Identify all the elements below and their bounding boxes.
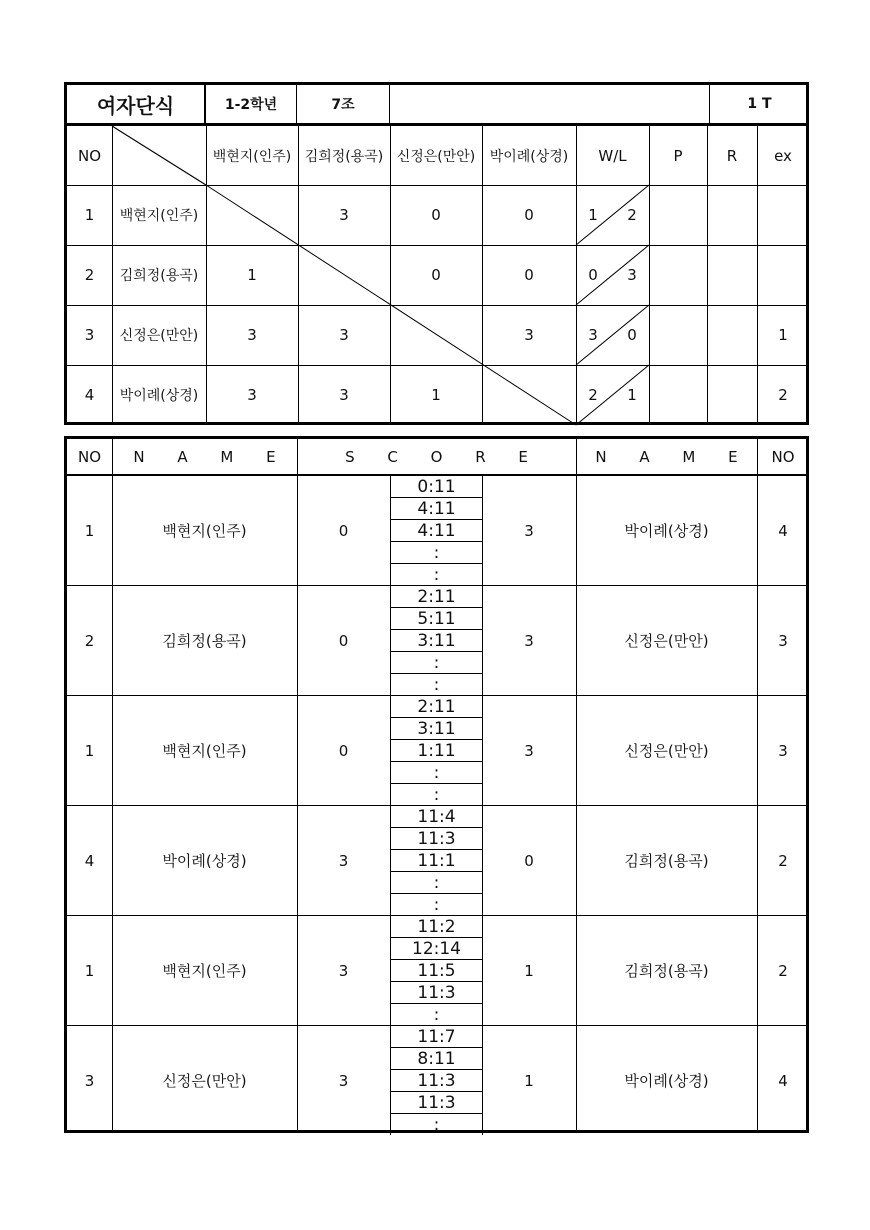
match-sets-right: 3: [524, 631, 534, 650]
game-score: 11:4: [391, 806, 482, 828]
league-rank: [707, 245, 757, 305]
match-name-right: 신정은(만안): [624, 632, 709, 650]
league-score: 0: [524, 266, 534, 284]
match-table: [64, 436, 809, 1133]
league-score: 3: [339, 386, 349, 404]
col-player-4: 박이례(상경): [489, 148, 569, 165]
league-rank: [707, 365, 757, 425]
league-row-no: 4: [84, 386, 95, 404]
match-no-right: 3: [778, 741, 788, 760]
game-score: 3:11: [391, 718, 482, 740]
league-row-no: 1: [84, 206, 95, 224]
match-sets-right: 3: [524, 741, 534, 760]
match-no-left: 2: [84, 631, 95, 650]
league-score: 1: [431, 386, 441, 404]
league-score: 3: [247, 386, 257, 404]
match-name-left: 신정은(만안): [162, 1072, 247, 1090]
game-scores-box: [390, 806, 483, 915]
league-score: 0: [431, 266, 441, 284]
game-score: :: [391, 542, 482, 564]
league-score: [298, 245, 390, 305]
match-name-right: 박이례(상경): [624, 1072, 709, 1090]
game-score: 11:1: [391, 850, 482, 872]
league-ex: [757, 245, 809, 305]
league-rank: [707, 185, 757, 245]
league-losses: 0: [627, 326, 637, 344]
match-name-right: 신정은(만안): [624, 742, 709, 760]
match-sets-right: 1: [524, 961, 534, 980]
match-no-left: 4: [84, 851, 95, 870]
game-scores-box: [390, 586, 483, 695]
match-sets-left: 3: [338, 961, 349, 980]
league-ex: 1: [778, 326, 788, 344]
game-score: 0:11: [391, 476, 482, 498]
game-score: 4:11: [391, 498, 482, 520]
league-row-no: 2: [84, 266, 95, 284]
match-no-left: 1: [84, 741, 95, 760]
game-scores-box: [390, 696, 483, 805]
game-score: :: [433, 1005, 440, 1025]
game-score: 12:14: [391, 938, 482, 960]
match-sets-left: 3: [338, 1071, 349, 1090]
match-name-left: 박이례(상경): [162, 852, 247, 870]
col-no: NO: [77, 447, 102, 466]
game-score: 5:11: [391, 608, 482, 630]
match-sets-left: 0: [338, 741, 349, 760]
event-title: 여자단식: [96, 93, 175, 118]
match-sets-left: 0: [338, 521, 349, 540]
league-points: [649, 365, 707, 425]
game-score: 11:7: [391, 1026, 482, 1048]
game-score: :: [433, 895, 440, 915]
league-ex: 2: [778, 386, 788, 404]
match-no-left: 1: [84, 521, 95, 540]
match-no-right: 4: [778, 521, 788, 540]
league-score: 3: [247, 326, 257, 344]
league-wins: 0: [588, 266, 598, 284]
game-score: 11:3: [391, 1092, 482, 1114]
table-number: 1 T: [747, 96, 772, 112]
col-score: S C O R E: [345, 447, 542, 466]
match-no-left: 1: [84, 961, 95, 980]
col-wl: W/L: [598, 146, 627, 165]
match-name-left: 백현지(인주): [162, 522, 247, 540]
league-rank: [707, 305, 757, 365]
col-no: NO: [77, 146, 102, 165]
game-score: :: [433, 565, 440, 585]
game-score: 3:11: [391, 630, 482, 652]
match-name-right: 김희정(용곡): [624, 962, 709, 980]
match-name-left: 백현지(인주): [162, 962, 247, 980]
game-score: :: [391, 872, 482, 894]
group-label: 7조: [331, 97, 355, 113]
match-sets-right: 1: [524, 1071, 534, 1090]
match-no-right: 2: [778, 851, 788, 870]
league-wins: 3: [588, 326, 598, 344]
league-score: 3: [339, 326, 349, 344]
match-name-left: 백현지(인주): [162, 742, 247, 760]
match-no-right: 2: [778, 961, 788, 980]
match-no-right: 4: [778, 1071, 788, 1090]
col-name-2: N A M E: [595, 447, 752, 466]
league-points: [649, 185, 707, 245]
game-score: 11:3: [391, 1070, 482, 1092]
col-no-2: NO: [771, 447, 795, 466]
league-ex: [757, 185, 809, 245]
col-r: R: [726, 146, 738, 165]
col-player-1: 백현지(인주): [212, 148, 292, 165]
match-sets-right: 0: [524, 851, 534, 870]
game-score: :: [433, 675, 440, 695]
col-ex: ex: [774, 146, 792, 165]
league-losses: 3: [627, 266, 637, 284]
league-wins: 1: [588, 206, 598, 224]
match-sets-left: 0: [338, 631, 349, 650]
league-score: [482, 365, 576, 425]
col-name: N A M E: [133, 447, 290, 466]
game-score: 8:11: [391, 1048, 482, 1070]
col-player-3: 신정은(만안): [396, 148, 476, 165]
game-scores-box: [390, 1026, 483, 1135]
game-score: :: [391, 762, 482, 784]
league-score: 3: [524, 326, 534, 344]
game-score: 11:3: [391, 828, 482, 850]
game-score: 2:11: [391, 696, 482, 718]
match-sets-left: 3: [338, 851, 349, 870]
game-score: 2:11: [391, 586, 482, 608]
game-score: :: [433, 785, 440, 805]
game-score: :: [391, 652, 482, 674]
game-scores-box: [390, 916, 483, 1025]
game-score: 11:3: [391, 982, 482, 1004]
league-losses: 1: [627, 386, 637, 404]
match-no-left: 3: [84, 1071, 95, 1090]
league-score: 3: [339, 206, 349, 224]
game-score: 11:2: [391, 916, 482, 938]
match-name-right: 박이례(상경): [624, 522, 709, 540]
col-p: P: [673, 146, 683, 165]
league-row-name: 신정은(만안): [119, 328, 199, 344]
game-score: 11:5: [391, 960, 482, 982]
match-name-right: 김희정(용곡): [624, 852, 709, 870]
league-table: [64, 82, 809, 425]
league-row-no: 3: [84, 326, 95, 344]
game-scores-box: [390, 476, 483, 585]
league-row-name: 김희정(용곡): [119, 268, 199, 284]
league-score: 0: [524, 206, 534, 224]
col-player-2: 김희정(용곡): [304, 148, 384, 165]
grade-label: 1-2학년: [224, 97, 278, 113]
league-score: [206, 185, 298, 245]
league-score: 0: [431, 206, 441, 224]
match-name-left: 김희정(용곡): [162, 632, 247, 650]
league-wins: 2: [588, 386, 598, 404]
league-score: 1: [247, 266, 257, 284]
league-row-name: 백현지(인주): [119, 208, 199, 224]
league-points: [649, 245, 707, 305]
game-score: :: [433, 1115, 440, 1135]
match-sets-right: 3: [524, 521, 534, 540]
league-row-name: 박이례(상경): [119, 388, 199, 404]
game-score: 1:11: [391, 740, 482, 762]
game-score: 4:11: [391, 520, 482, 542]
league-points: [649, 305, 707, 365]
league-score: [390, 305, 482, 365]
league-losses: 2: [627, 206, 637, 224]
match-no-right: 3: [778, 631, 788, 650]
